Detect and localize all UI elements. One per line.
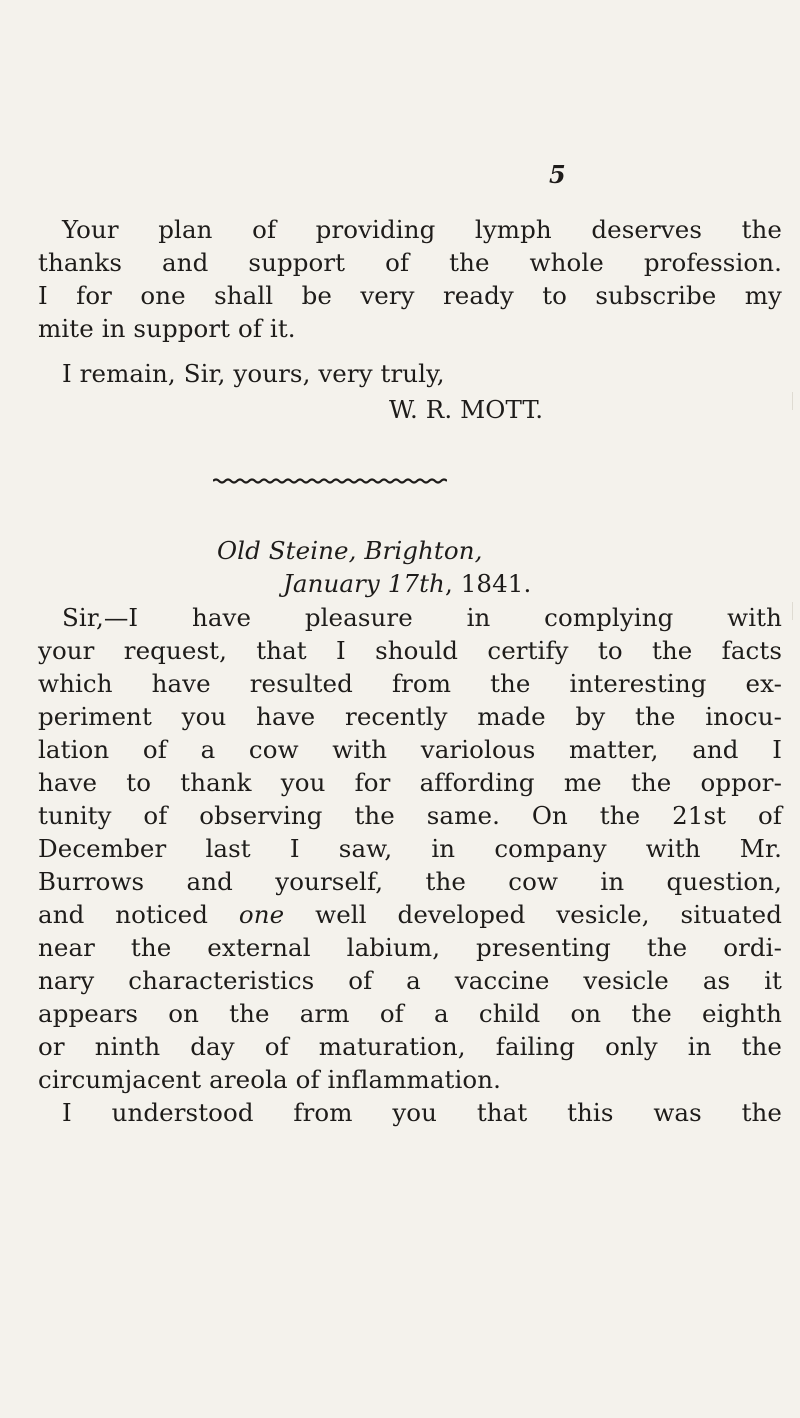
body-line: tunity of observing the same. On the 21st of [38,801,782,830]
body-line: Your plan of providing lymph deserves the [62,215,782,244]
signature: W. R. MOTT. [389,395,544,424]
text-span: and noticed [38,900,239,929]
page-edge-mark [778,392,793,410]
body-line: thanks and support of the whole profession. [38,248,782,277]
closing-line: I remain, Sir, yours, very truly, [62,359,445,388]
page-edge-mark [778,602,793,620]
body-line: which have resulted from the interesting ex- [38,669,782,698]
body-line: periment you have recently made by the inocu- [38,702,782,731]
wavy-divider [213,477,447,485]
body-line: mite in support of it. [38,314,296,343]
body-line: December last I saw, in company with Mr. [38,834,782,863]
body-line: I understood from you that this was the [62,1098,782,1127]
letter-date [283,567,531,600]
body-line: lation of a cow with variolous matter, and I [38,735,782,764]
body-line: near the external labium, presenting the ordi- [38,933,782,962]
body-line: or ninth day of maturation, failing only in the [38,1032,782,1061]
date-month: January [283,569,388,598]
text-span: well developed vesicle, situated [284,900,782,929]
body-line: nary characteristics of a vaccine vesicle as it [38,966,782,995]
date-year: , 1841. [444,569,532,598]
body-line: your request, that I should certify to the facts [38,636,782,665]
body-line: appears on the arm of a child on the eighth [38,999,782,1028]
body-line: Burrows and yourself, the cow in question, [38,867,782,896]
letter-place: Old Steine, Brighton, [217,536,483,565]
body-line: circumjacent areola of inflammation. [38,1065,502,1094]
body-line: have to thank you for affording me the oppor- [38,768,782,797]
body-line: I for one shall be very ready to subscribe my [38,281,782,310]
italic-emphasis: one [238,900,285,929]
page-number: 5 [549,160,566,189]
date-day: 17th [387,569,445,598]
body-line: Sir,—I have pleasure in complying with [62,603,782,632]
body-line [38,898,782,931]
